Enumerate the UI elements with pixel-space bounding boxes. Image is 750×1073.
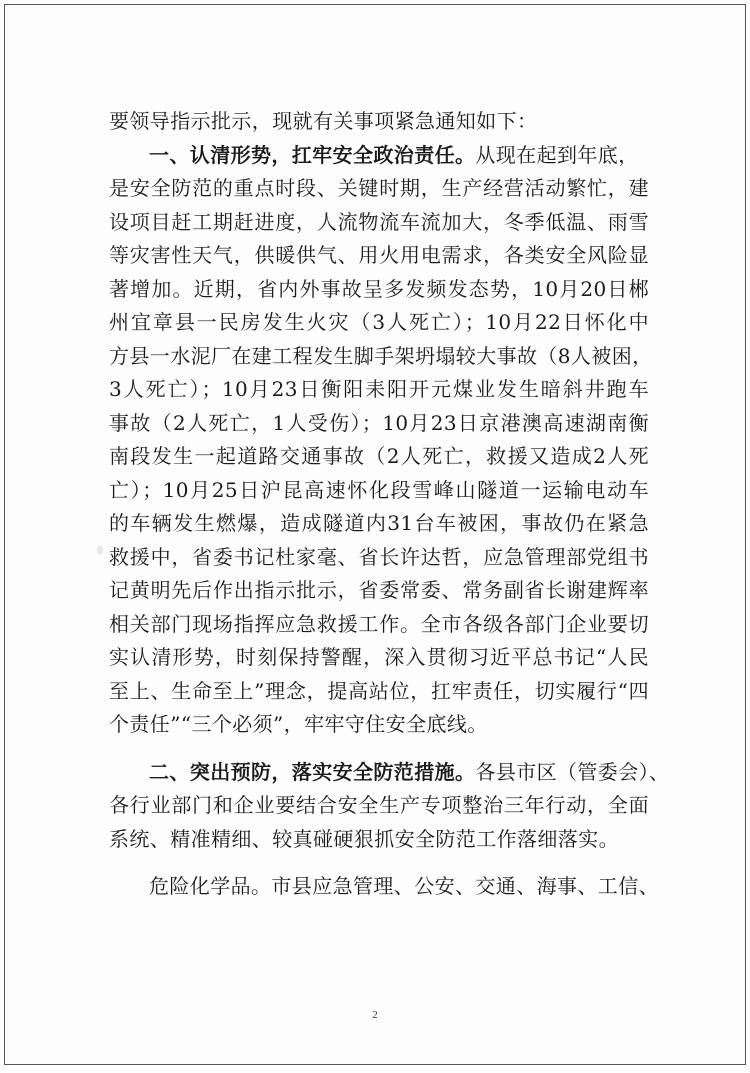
document-body bbox=[109, 105, 670, 904]
section-1-text: 从现在起到年底， bbox=[475, 142, 639, 167]
text-line: 救援中，省委书记杜家毫、省长许达哲，应急管理部党组书 bbox=[109, 544, 649, 569]
text-line: 的车辆发生燃爆，造成隧道内31台车被困，事故仍在紧急 bbox=[109, 511, 649, 535]
text-line: 至上、生命至上”理念，提高站位，扛牢责任，切实履行“四 bbox=[109, 678, 649, 703]
page-number: 2 bbox=[372, 1009, 378, 1021]
text-line: 方县一水泥厂在建工程发生脚手架坍塌较大事故（8人被困， bbox=[109, 343, 653, 368]
text-line: 3人死亡）；10月23日衡阳耒阳开元煤业发生暗斜井跑车 bbox=[109, 377, 649, 401]
hazchem-text: 市县应急管理、公安、交通、海事、工信、 bbox=[271, 874, 660, 898]
text-line: 州宜章县一民房发生火灾（3人死亡）；10月22日怀化中 bbox=[109, 310, 649, 334]
text-line: 是安全防范的重点时段、关键时期，生产经营活动繁忙，建 bbox=[109, 176, 649, 200]
text-line: 系统、精准精细、较真碰硬狠抓安全防范工作落细落实。 bbox=[109, 826, 619, 851]
document-page bbox=[4, 4, 746, 1065]
text-line: 相关部门现场指挥应急救援工作。全市各级各部门企业要切 bbox=[109, 611, 649, 636]
hazchem-label: 危险化学品。 bbox=[149, 874, 272, 898]
text-line: 记黄明先后作出指示批示，省委常委、常务副省长谢建辉率 bbox=[109, 578, 649, 602]
text-line: 要领导指示批示，现就有关事项紧急通知如下： bbox=[109, 109, 538, 133]
text-line: 著增加。近期，省内外事故呈多发频发态势，10月20日郴 bbox=[109, 276, 649, 301]
hazchem-first-line bbox=[109, 870, 660, 904]
section-2-text: 各县市区（管委会）、 bbox=[475, 759, 670, 784]
text-line: 亡）；10月25日沪昆高速怀化段雪峰山隧道一运输电动车 bbox=[109, 477, 649, 502]
scan-smudge bbox=[97, 545, 103, 555]
text-line: 实认清形势，时刻保持警醒，深入贯彻习近平总书记“人民 bbox=[109, 645, 649, 669]
text-line: 个责任”“三个必须”，牢牢守住安全底线。 bbox=[109, 712, 488, 736]
text-line: 南段发生一起道路交通事故（2人死亡，救援又造成2人死 bbox=[109, 444, 649, 468]
section-1-heading: 一、认清形势，扛牢安全政治责任。 bbox=[149, 142, 476, 167]
text-line: 等灾害性天气，供暖供气、用火用电需求，各类安全风险显 bbox=[109, 243, 649, 267]
text-line: 各行业部门和企业要结合安全生产专项整治三年行动，全面 bbox=[109, 793, 649, 817]
text-line: 设项目赶工期赶进度，人流物流车流加大，冬季低温、雨雪 bbox=[109, 209, 649, 234]
section-1-first-line bbox=[109, 139, 649, 173]
text-line: 事故（2人死亡，1人受伤）；10月23日京港澳高速湖南衡 bbox=[109, 410, 649, 435]
section-2-heading: 二、突出预防，落实安全防范措施。 bbox=[149, 759, 476, 784]
section-2-first-line bbox=[109, 756, 670, 790]
